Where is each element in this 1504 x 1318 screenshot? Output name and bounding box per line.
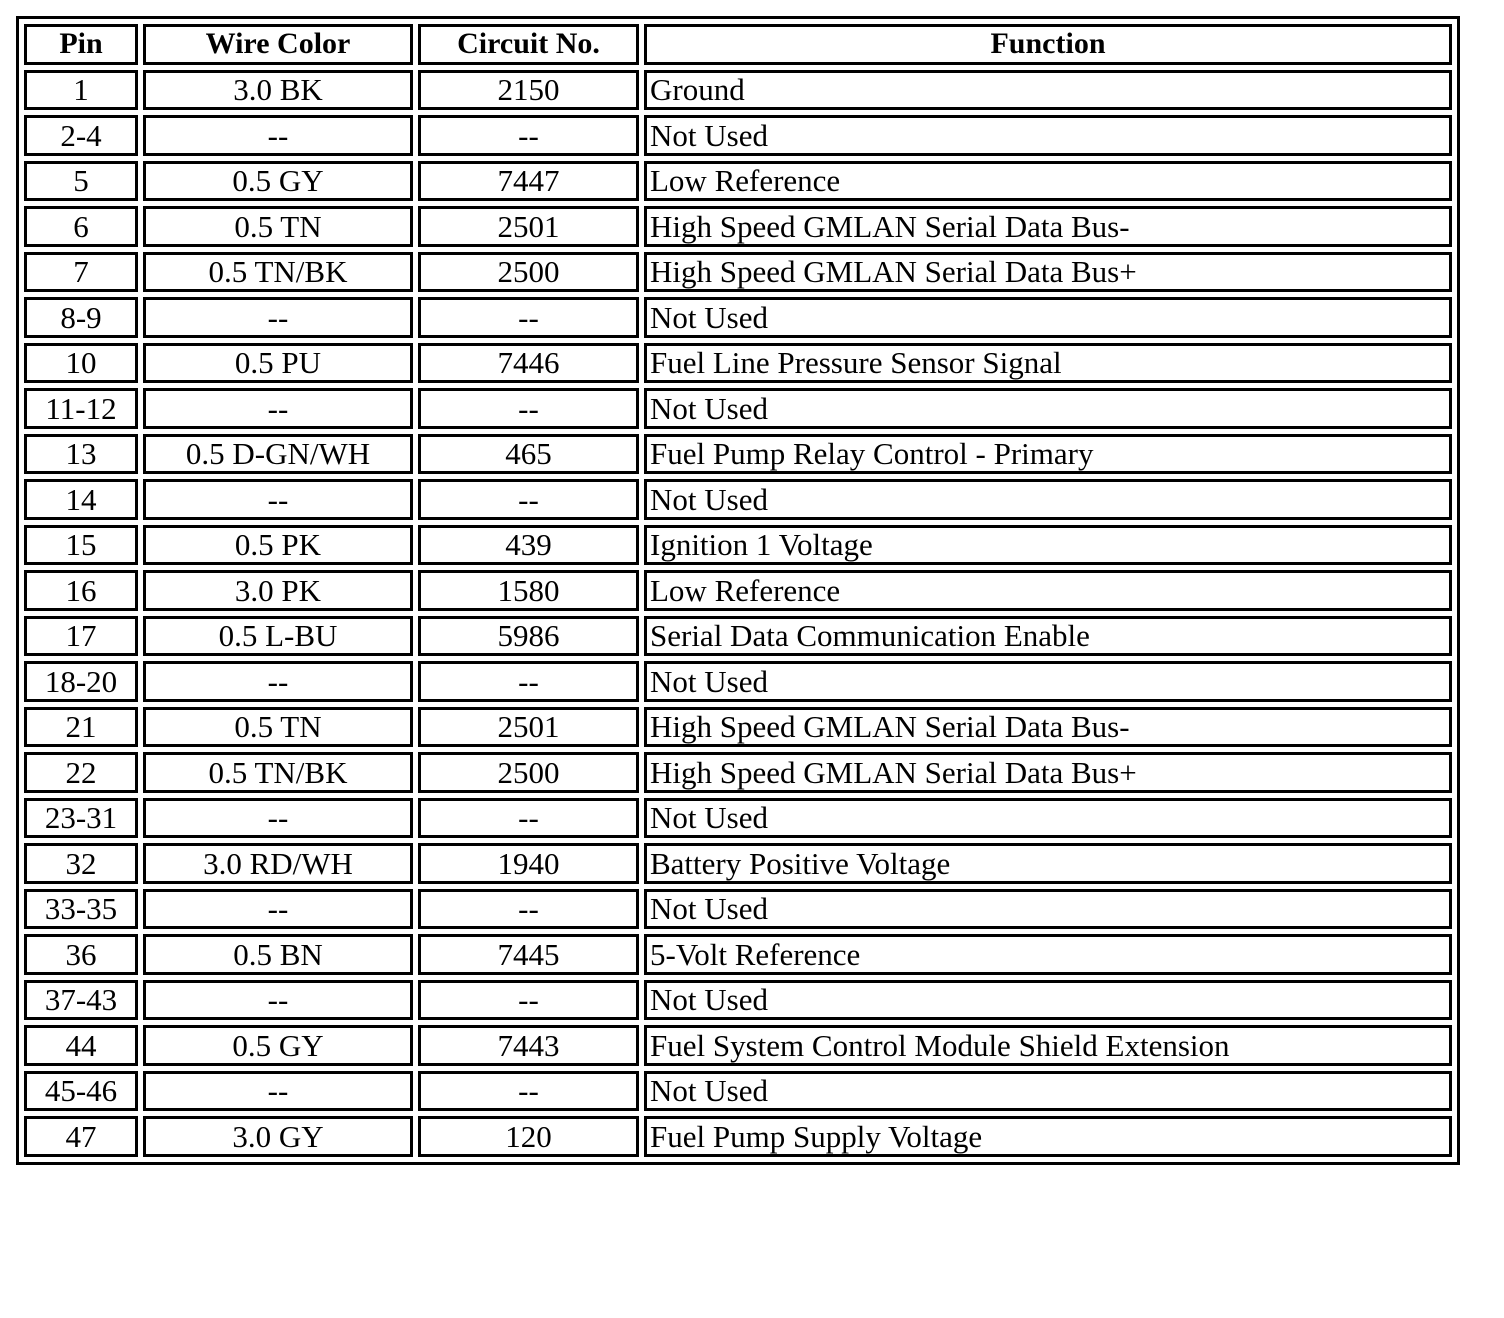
pin-cell: 14 — [24, 479, 138, 520]
pin-cell: 33-35 — [24, 889, 138, 930]
pin-cell: 10 — [24, 343, 138, 384]
circuit-no-cell: 439 — [418, 525, 639, 566]
wire-color-cell: 0.5 GY — [143, 161, 413, 202]
wire-color-cell: 0.5 TN/BK — [143, 252, 413, 293]
table-row — [24, 707, 1452, 748]
function-cell: Battery Positive Voltage — [644, 843, 1452, 884]
table-row — [24, 752, 1452, 793]
table-body — [24, 70, 1452, 1157]
table-row — [24, 70, 1452, 111]
function-cell: Low Reference — [644, 570, 1452, 611]
pin-cell: 2-4 — [24, 115, 138, 156]
circuit-no-cell: 7443 — [418, 1025, 639, 1066]
function-cell: High Speed GMLAN Serial Data Bus+ — [644, 752, 1452, 793]
pin-cell: 1 — [24, 70, 138, 111]
wire-color-cell: 0.5 GY — [143, 1025, 413, 1066]
circuit-no-cell: -- — [418, 115, 639, 156]
wire-color-cell: -- — [143, 661, 413, 702]
circuit-no-cell: -- — [418, 1071, 639, 1112]
table-row — [24, 570, 1452, 611]
pin-cell: 16 — [24, 570, 138, 611]
circuit-no-cell: -- — [418, 479, 639, 520]
wire-color-cell: -- — [143, 479, 413, 520]
function-cell: High Speed GMLAN Serial Data Bus+ — [644, 252, 1452, 293]
wire-color-cell: 0.5 PK — [143, 525, 413, 566]
pin-cell: 5 — [24, 161, 138, 202]
table-row — [24, 1071, 1452, 1112]
wire-color-cell: -- — [143, 798, 413, 839]
wire-color-cell: -- — [143, 980, 413, 1021]
connector-pinout-table — [16, 16, 1460, 1165]
pin-cell: 36 — [24, 934, 138, 975]
pin-cell: 37-43 — [24, 980, 138, 1021]
wire-color-cell: 0.5 L-BU — [143, 616, 413, 657]
function-cell: Low Reference — [644, 161, 1452, 202]
table-row — [24, 206, 1452, 247]
circuit-no-cell: 465 — [418, 434, 639, 475]
function-cell: Fuel Pump Supply Voltage — [644, 1116, 1452, 1157]
wire-color-cell: 3.0 PK — [143, 570, 413, 611]
header-pin: Pin — [24, 24, 138, 65]
function-cell: Not Used — [644, 798, 1452, 839]
circuit-no-cell: -- — [418, 297, 639, 338]
table-row — [24, 115, 1452, 156]
pin-cell: 44 — [24, 1025, 138, 1066]
function-cell: Fuel Pump Relay Control - Primary — [644, 434, 1452, 475]
pin-cell: 8-9 — [24, 297, 138, 338]
wire-color-cell: 0.5 BN — [143, 934, 413, 975]
function-cell: Not Used — [644, 115, 1452, 156]
function-cell: Fuel System Control Module Shield Extension — [644, 1025, 1452, 1066]
header-circuit-no: Circuit No. — [418, 24, 639, 65]
wire-color-cell: -- — [143, 1071, 413, 1112]
function-cell: Not Used — [644, 980, 1452, 1021]
pin-cell: 32 — [24, 843, 138, 884]
table-row — [24, 1116, 1452, 1157]
header-wire-color: Wire Color — [143, 24, 413, 65]
wire-color-cell: -- — [143, 297, 413, 338]
wire-color-cell: 0.5 TN — [143, 707, 413, 748]
table-row — [24, 434, 1452, 475]
header-function: Function — [644, 24, 1452, 65]
wire-color-cell: 0.5 D-GN/WH — [143, 434, 413, 475]
wire-color-cell: 0.5 TN — [143, 206, 413, 247]
circuit-no-cell: 7446 — [418, 343, 639, 384]
wire-color-cell: 3.0 BK — [143, 70, 413, 111]
circuit-no-cell: 2500 — [418, 252, 639, 293]
table-row — [24, 297, 1452, 338]
wire-color-cell: -- — [143, 388, 413, 429]
circuit-no-cell: 2500 — [418, 752, 639, 793]
function-cell: Ground — [644, 70, 1452, 111]
table-row — [24, 843, 1452, 884]
circuit-no-cell: 2501 — [418, 707, 639, 748]
function-cell: High Speed GMLAN Serial Data Bus- — [644, 707, 1452, 748]
pin-cell: 18-20 — [24, 661, 138, 702]
table-row — [24, 252, 1452, 293]
function-cell: 5-Volt Reference — [644, 934, 1452, 975]
pin-cell: 22 — [24, 752, 138, 793]
function-cell: Not Used — [644, 889, 1452, 930]
pin-cell: 47 — [24, 1116, 138, 1157]
pin-cell: 6 — [24, 206, 138, 247]
circuit-no-cell: 5986 — [418, 616, 639, 657]
table-row — [24, 343, 1452, 384]
wire-color-cell: 3.0 GY — [143, 1116, 413, 1157]
circuit-no-cell: 120 — [418, 1116, 639, 1157]
table-row — [24, 980, 1452, 1021]
wire-color-cell: -- — [143, 115, 413, 156]
pin-cell: 17 — [24, 616, 138, 657]
wire-color-cell: 0.5 TN/BK — [143, 752, 413, 793]
table-row — [24, 798, 1452, 839]
function-cell: High Speed GMLAN Serial Data Bus- — [644, 206, 1452, 247]
table-row — [24, 525, 1452, 566]
table-row — [24, 161, 1452, 202]
circuit-no-cell: -- — [418, 889, 639, 930]
function-cell: Not Used — [644, 661, 1452, 702]
circuit-no-cell: -- — [418, 798, 639, 839]
wire-color-cell: -- — [143, 889, 413, 930]
header-row — [24, 24, 1452, 65]
function-cell: Not Used — [644, 388, 1452, 429]
table-row — [24, 616, 1452, 657]
circuit-no-cell: -- — [418, 388, 639, 429]
function-cell: Fuel Line Pressure Sensor Signal — [644, 343, 1452, 384]
pin-cell: 15 — [24, 525, 138, 566]
function-cell: Serial Data Communication Enable — [644, 616, 1452, 657]
circuit-no-cell: 7445 — [418, 934, 639, 975]
function-cell: Not Used — [644, 1071, 1452, 1112]
table-row — [24, 889, 1452, 930]
pin-cell: 21 — [24, 707, 138, 748]
pin-cell: 23-31 — [24, 798, 138, 839]
pin-cell: 13 — [24, 434, 138, 475]
table-row — [24, 934, 1452, 975]
table-row — [24, 479, 1452, 520]
wire-color-cell: 0.5 PU — [143, 343, 413, 384]
function-cell: Not Used — [644, 479, 1452, 520]
circuit-no-cell: -- — [418, 661, 639, 702]
pin-cell: 11-12 — [24, 388, 138, 429]
wire-color-cell: 3.0 RD/WH — [143, 843, 413, 884]
table-row — [24, 661, 1452, 702]
function-cell: Ignition 1 Voltage — [644, 525, 1452, 566]
circuit-no-cell: 2150 — [418, 70, 639, 111]
function-cell: Not Used — [644, 297, 1452, 338]
circuit-no-cell: 2501 — [418, 206, 639, 247]
table-header — [24, 24, 1452, 65]
table-row — [24, 1025, 1452, 1066]
pin-cell: 7 — [24, 252, 138, 293]
circuit-no-cell: -- — [418, 980, 639, 1021]
table-row — [24, 388, 1452, 429]
circuit-no-cell: 1940 — [418, 843, 639, 884]
pin-cell: 45-46 — [24, 1071, 138, 1112]
circuit-no-cell: 7447 — [418, 161, 639, 202]
circuit-no-cell: 1580 — [418, 570, 639, 611]
